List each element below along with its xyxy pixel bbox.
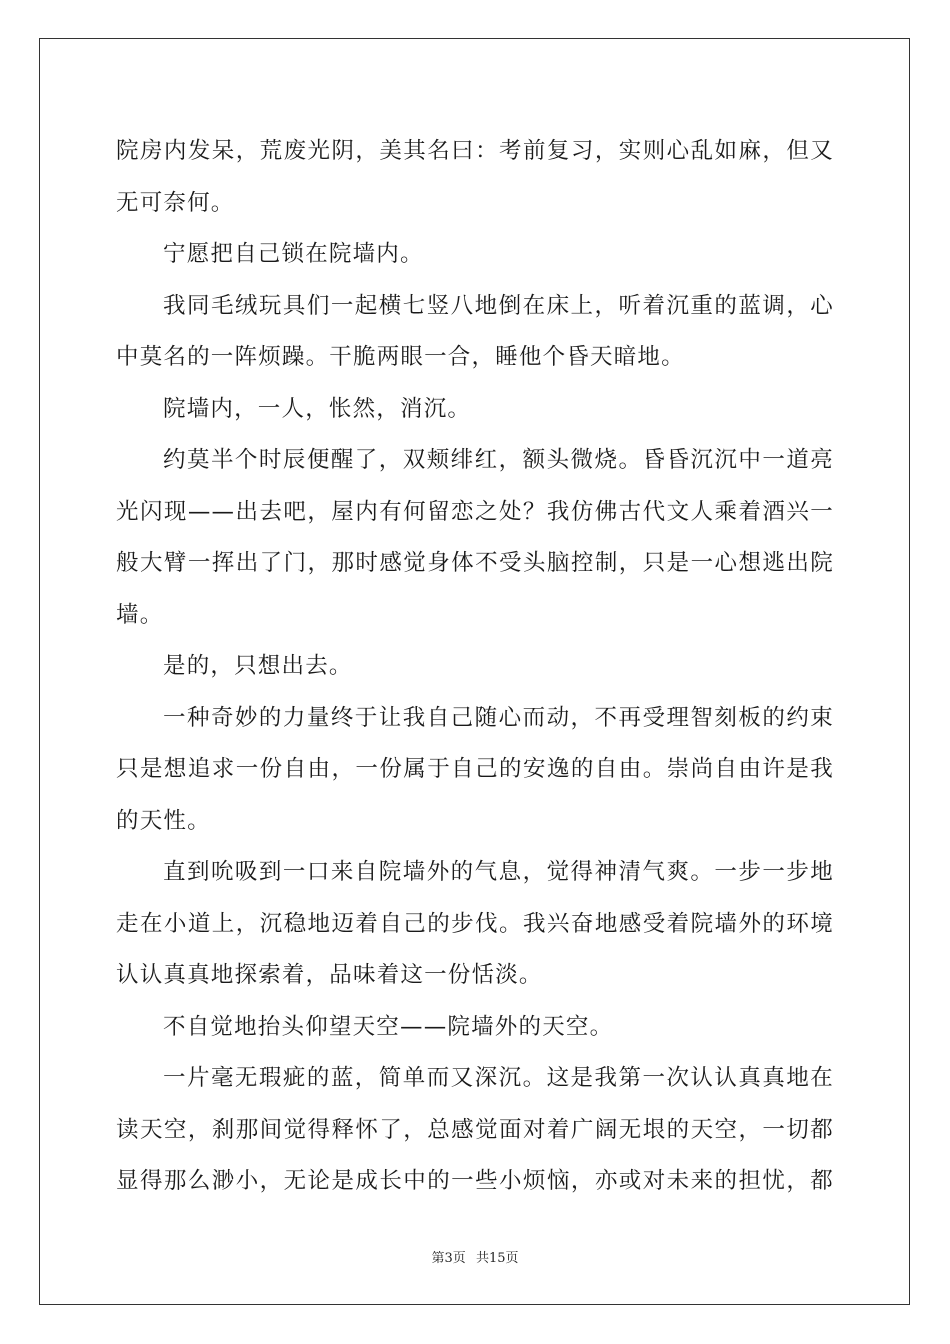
- page-total: 共15页: [475, 1251, 519, 1266]
- text-line: 中莫名的一阵烦躁。干脆两眼一合，睡他个昏天暗地。: [116, 344, 685, 370]
- text-line: 认认真真地探索着，品味着这一份恬淡。: [116, 962, 543, 988]
- text-line: 无可奈何。: [116, 189, 235, 216]
- text-line: 直到吮吸到一口来自院墙外的气息，觉得神清气爽。一步一步地: [163, 859, 834, 885]
- text-line: 般大臂一挥出了门，那时感觉身体不受头脑控制，只是一心想逃出院: [116, 550, 834, 576]
- text-line: 读天空，刹那间觉得释怀了，总感觉面对着广阔无垠的天空，一切都: [116, 1116, 834, 1143]
- text-line: 一片毫无瑕疵的蓝，简单而又深沉。这是我第一次认认真真地在: [163, 1065, 834, 1091]
- text-line: 约莫半个时辰便醒了，双颊绯红，额头微烧。昏昏沉沉中一道亮: [163, 447, 834, 473]
- text-line: 宁愿把自己锁在院墙内。: [163, 241, 424, 267]
- text-line: 墙。: [116, 601, 164, 628]
- text-line: 不自觉地抬头仰望天空——院墙外的天空。: [163, 1013, 614, 1040]
- page-footer: [0, 1247, 950, 1266]
- document-body: [116, 126, 834, 1208]
- text-line: 显得那么渺小，无论是成长中的一些小烦恼，亦或对未来的担忧，都: [116, 1168, 834, 1194]
- text-line: 我同毛绒玩具们一起横七竖八地倒在床上，听着沉重的蓝调，心: [163, 292, 834, 319]
- text-line: 院房内发呆，荒废光阴，美其名曰：考前复习，实则心乱如麻，但又: [116, 138, 834, 164]
- text-line: 一种奇妙的力量终于让我自己随心而动，不再受理智刻板的约束: [163, 704, 834, 731]
- page-number: 第3页: [431, 1251, 466, 1266]
- text-line: 的天性。: [116, 807, 211, 834]
- text-line: 光闪现——出去吧，屋内有何留恋之处？我仿佛古代文人乘着酒兴一: [116, 498, 834, 525]
- text-line: 只是想追求一份自由，一份属于自己的安逸的自由。崇尚自由许是我: [116, 756, 834, 782]
- text-line: 院墙内，一人，怅然，消沉。: [163, 395, 472, 422]
- text-line: 是的，只想出去。: [163, 653, 353, 679]
- text-line: 走在小道上，沉稳地迈着自己的步伐。我兴奋地感受着院墙外的环境: [116, 910, 834, 937]
